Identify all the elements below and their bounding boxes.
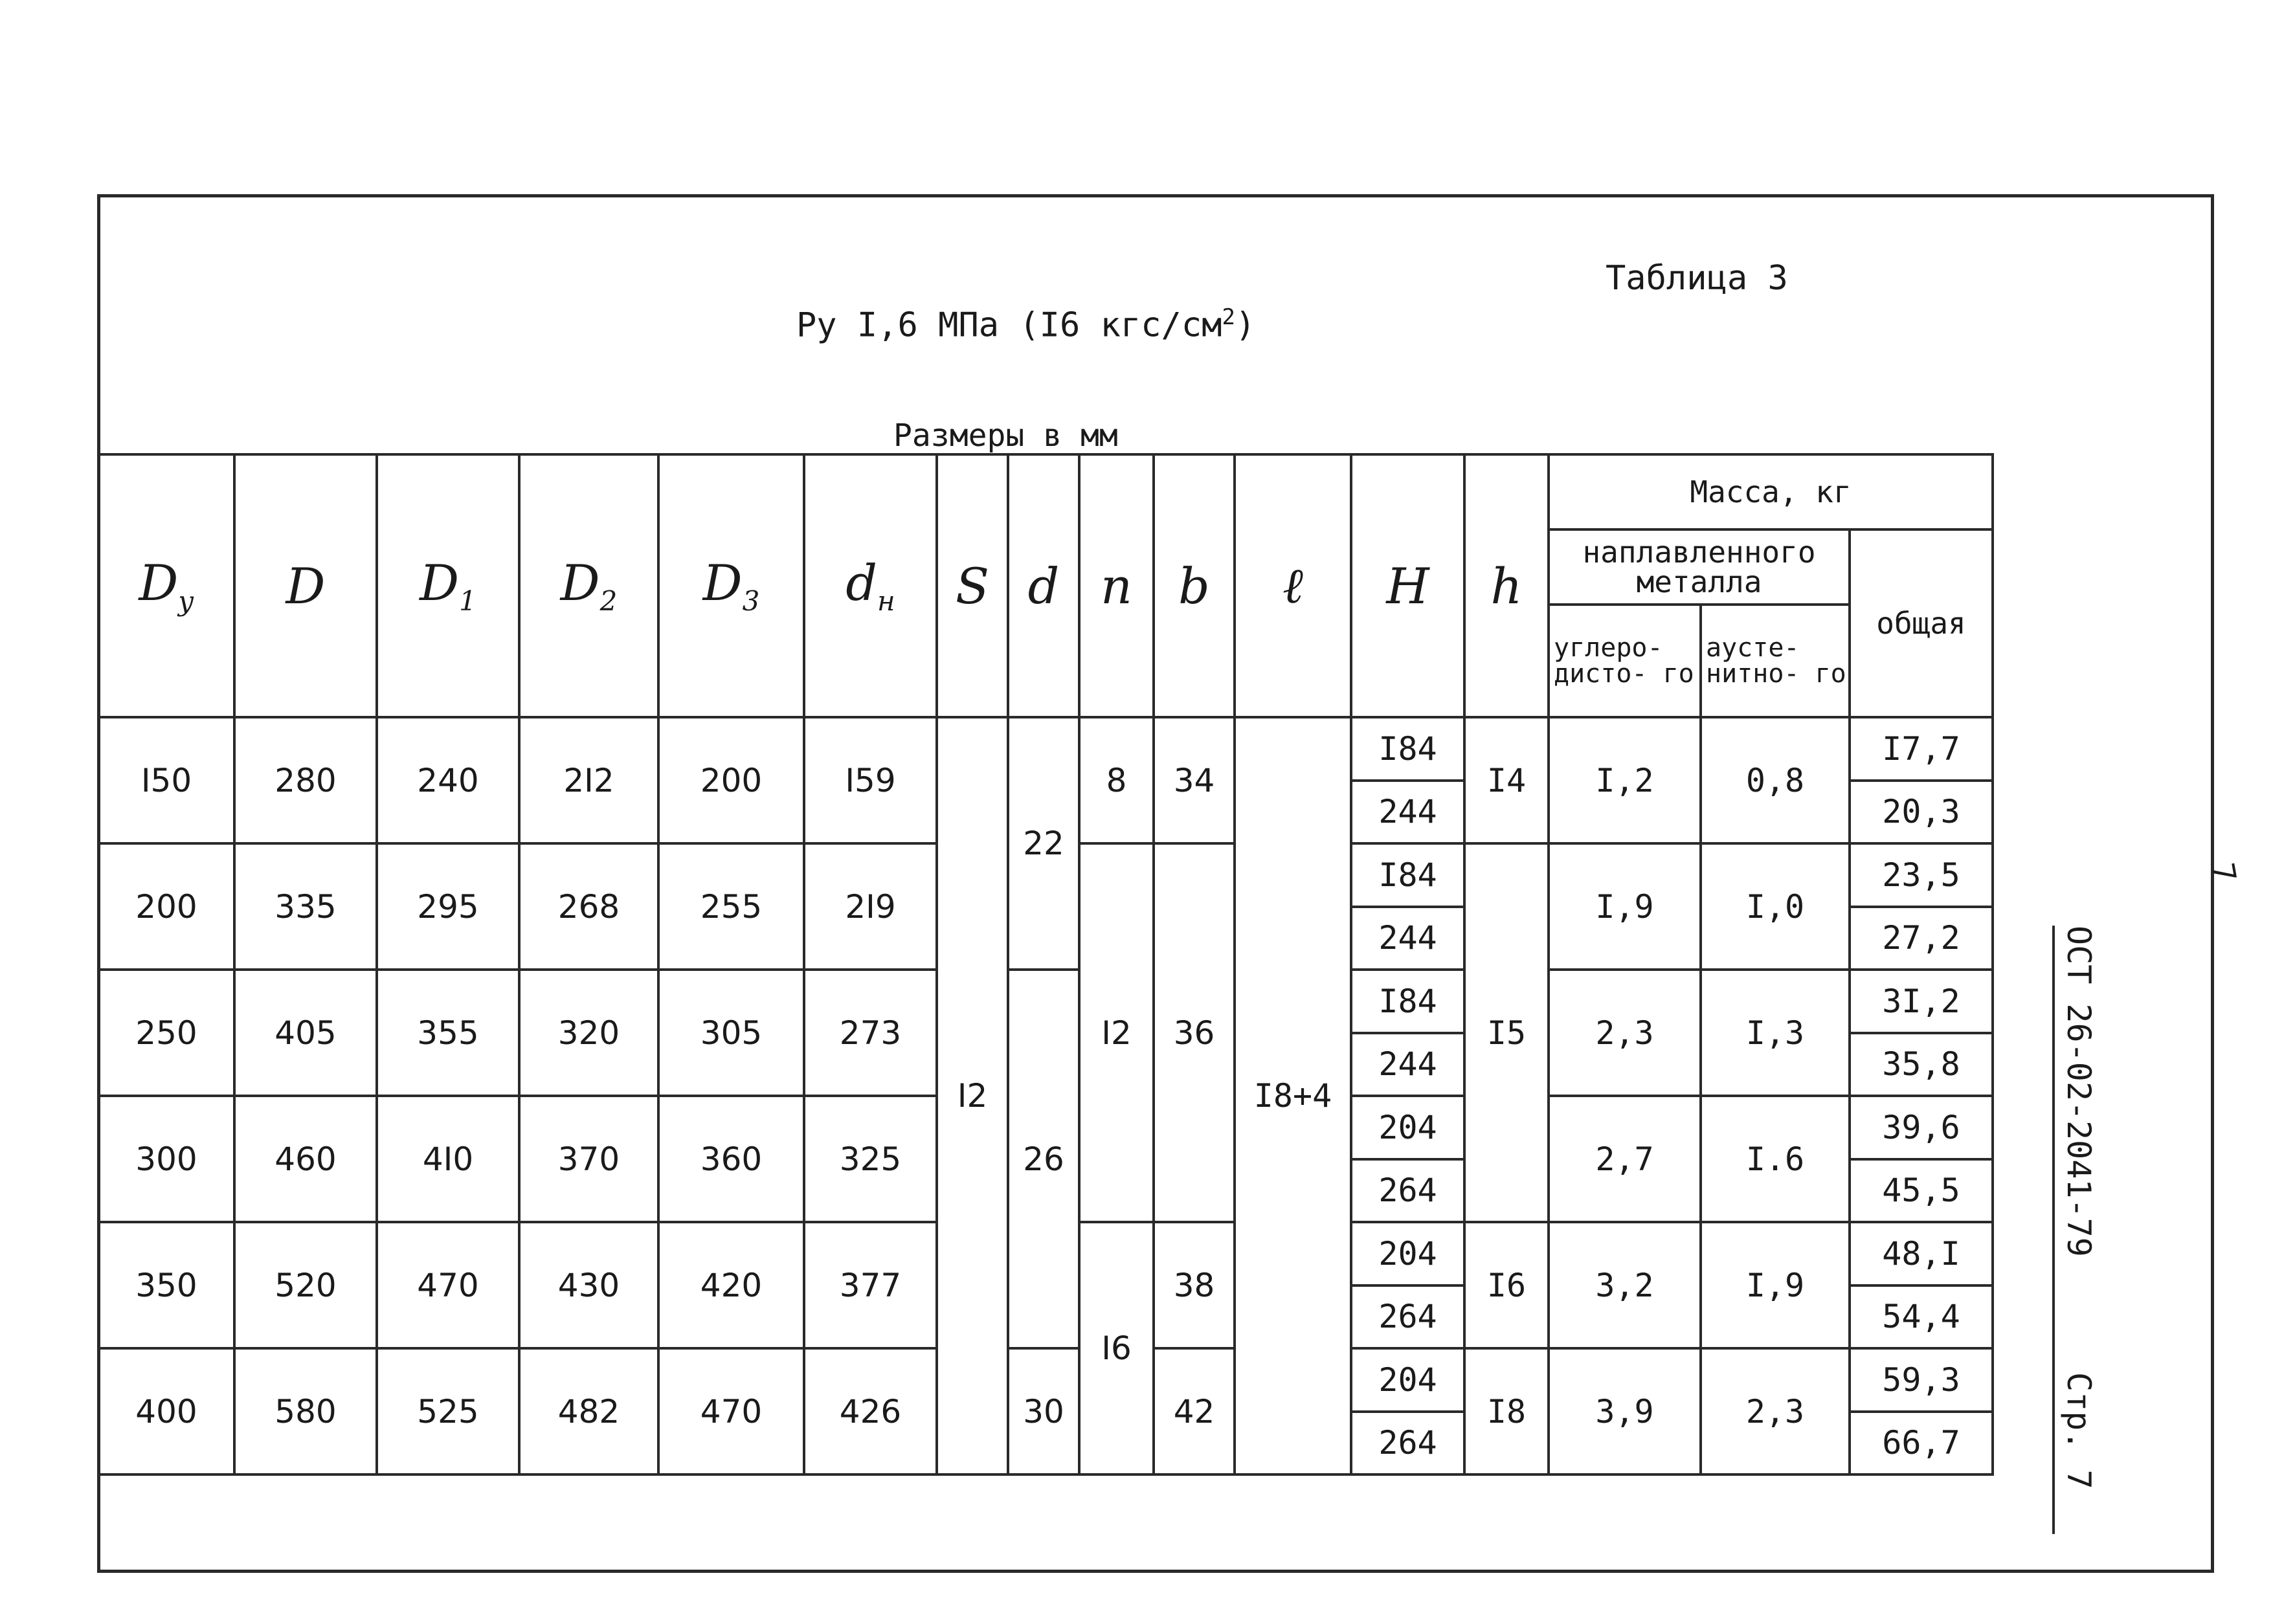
col-b-header: b (1154, 454, 1235, 717)
flange-dimensions-table (97, 453, 1994, 1476)
cell-b-merged-d: 42 (1154, 1348, 1235, 1474)
cell-d3: 200 (658, 717, 804, 843)
cell-b-merged-b: 36 (1154, 843, 1235, 1222)
cell-austenitic: 0,8 (1701, 717, 1850, 843)
col-mass-header: Масса, кг (1549, 454, 1993, 529)
cell-carbon: 2,7 (1549, 1096, 1701, 1222)
cell-austenitic: I,9 (1701, 1222, 1850, 1348)
col-carbon-header: углеро- дисто- го (1549, 605, 1701, 717)
margin-mark: 7 (2204, 860, 2243, 885)
cell-d2: 482 (519, 1348, 658, 1474)
cell-d1: 525 (377, 1348, 519, 1474)
cell-total: 39,6 (1850, 1096, 1993, 1159)
cell-d1: 240 (377, 717, 519, 843)
cell-dy: 250 (98, 970, 234, 1096)
cell-d-merged-c: 30 (1008, 1348, 1079, 1474)
cell-d-outer: 460 (234, 1096, 377, 1222)
cell-total: 66,7 (1850, 1412, 1993, 1475)
cell-d2: 268 (519, 843, 658, 970)
cell-d2: 430 (519, 1222, 658, 1348)
cell-total: 20,3 (1850, 781, 1993, 844)
cell-dy: 400 (98, 1348, 234, 1474)
cell-H: 244 (1351, 781, 1464, 844)
cell-H: 244 (1351, 907, 1464, 970)
cell-dy: 300 (98, 1096, 234, 1222)
cell-h-merged-c: I6 (1464, 1222, 1549, 1348)
cell-total: 35,8 (1850, 1033, 1993, 1096)
cell-austenitic: I,3 (1701, 970, 1850, 1096)
cell-d-outer: 405 (234, 970, 377, 1096)
cell-total: 23,5 (1850, 843, 1993, 907)
cell-H: 204 (1351, 1096, 1464, 1159)
pressure-exponent: 2 (1222, 304, 1235, 330)
col-n-header: n (1079, 454, 1154, 717)
cell-H: I84 (1351, 843, 1464, 907)
doc-code: ОСТ 26-02-2041-79 (2060, 926, 2098, 1257)
units-note: Размеры в мм (893, 417, 1118, 454)
cell-d-outer: 580 (234, 1348, 377, 1474)
cell-carbon: I,2 (1549, 717, 1701, 843)
cell-dn: 377 (804, 1222, 937, 1348)
col-s-header: S (937, 454, 1008, 717)
cell-d3: 255 (658, 843, 804, 970)
cell-total: 45,5 (1850, 1159, 1993, 1223)
col-total-header: общая (1850, 529, 1993, 717)
cell-carbon: 2,3 (1549, 970, 1701, 1096)
cell-total: 54,4 (1850, 1285, 1993, 1349)
cell-d1: 295 (377, 843, 519, 970)
cell-dn: 273 (804, 970, 937, 1096)
cell-b-merged-c: 38 (1154, 1222, 1235, 1348)
cell-dy: 350 (98, 1222, 234, 1348)
col-h-header: h (1464, 454, 1549, 717)
cell-dy: 200 (98, 843, 234, 970)
cell-H: 264 (1351, 1159, 1464, 1223)
cell-l-merged: I8+4 (1235, 717, 1351, 1474)
cell-d-outer: 280 (234, 717, 377, 843)
col-dn-header: $d_н$ (804, 454, 937, 717)
col-austenitic-header: аусте- нитно- го (1701, 605, 1850, 717)
cell-d3: 360 (658, 1096, 804, 1222)
cell-d1: 355 (377, 970, 519, 1096)
table-row (98, 717, 1993, 781)
col-dy-header: $D_у$ (98, 454, 234, 717)
cell-H: I84 (1351, 717, 1464, 781)
cell-h-merged-a: I4 (1464, 717, 1549, 843)
table-row (98, 1348, 1993, 1412)
cell-H: 204 (1351, 1348, 1464, 1412)
col-d-outer-header: D (234, 454, 377, 717)
cell-total: 59,3 (1850, 1348, 1993, 1412)
col-d-header: d (1008, 454, 1079, 717)
cell-d3: 420 (658, 1222, 804, 1348)
cell-d-merged-b: 26 (1008, 970, 1079, 1348)
col-d2-header: $D_2$ (519, 454, 658, 717)
cell-dy: I50 (98, 717, 234, 843)
cell-H: 204 (1351, 1222, 1464, 1285)
pressure-close: ) (1235, 306, 1256, 345)
cell-total: 48,I (1850, 1222, 1993, 1285)
cell-d1: 470 (377, 1222, 519, 1348)
col-H-header: H (1351, 454, 1464, 717)
cell-h-merged-d: I8 (1464, 1348, 1549, 1474)
cell-dn: 426 (804, 1348, 937, 1474)
col-d3-header: $D_3$ (658, 454, 804, 717)
page-number: Стр. 7 (2060, 1372, 2098, 1489)
cell-d-merged-a: 22 (1008, 717, 1079, 970)
cell-d1: 4I0 (377, 1096, 519, 1222)
side-document-code (2052, 926, 2107, 1534)
cell-b-merged-a: 34 (1154, 717, 1235, 843)
cell-d2: 320 (519, 970, 658, 1096)
cell-carbon: 3,9 (1549, 1348, 1701, 1474)
cell-total: 3I,2 (1850, 970, 1993, 1033)
cell-s-merged: I2 (937, 717, 1008, 1474)
cell-d3: 470 (658, 1348, 804, 1474)
cell-d3: 305 (658, 970, 804, 1096)
cell-dn: 2I9 (804, 843, 937, 970)
cell-austenitic: 2,3 (1701, 1348, 1850, 1474)
cell-h-merged-b: I5 (1464, 843, 1549, 1222)
cell-austenitic: I,0 (1701, 843, 1850, 970)
cell-d2: 2I2 (519, 717, 658, 843)
cell-H: 264 (1351, 1412, 1464, 1475)
table-row (98, 970, 1993, 1033)
col-d1-header: $D_1$ (377, 454, 519, 717)
cell-d-outer: 520 (234, 1222, 377, 1348)
col-deposited-header: наплавленного металла (1549, 529, 1850, 605)
cell-carbon: 3,2 (1549, 1222, 1701, 1348)
pressure-rating (796, 304, 1255, 344)
cell-d2: 370 (519, 1096, 658, 1222)
cell-dn: 325 (804, 1096, 937, 1222)
cell-n-merged-a: 8 (1079, 717, 1154, 843)
col-l-header: ℓ (1235, 454, 1351, 717)
cell-dn: I59 (804, 717, 937, 843)
cell-H: 244 (1351, 1033, 1464, 1096)
table-label: Таблица 3 (1606, 259, 1788, 298)
cell-H: 264 (1351, 1285, 1464, 1349)
cell-total: 27,2 (1850, 907, 1993, 970)
cell-total: I7,7 (1850, 717, 1993, 781)
cell-austenitic: I.6 (1701, 1096, 1850, 1222)
cell-H: I84 (1351, 970, 1464, 1033)
pressure-main: Ру I,6 МПа (I6 кгс/см (796, 306, 1222, 345)
cell-d-outer: 335 (234, 843, 377, 970)
cell-carbon: I,9 (1549, 843, 1701, 970)
cell-n-merged-c: I6 (1079, 1222, 1154, 1474)
cell-n-merged-b: I2 (1079, 843, 1154, 1222)
header-row-1 (98, 454, 1993, 529)
